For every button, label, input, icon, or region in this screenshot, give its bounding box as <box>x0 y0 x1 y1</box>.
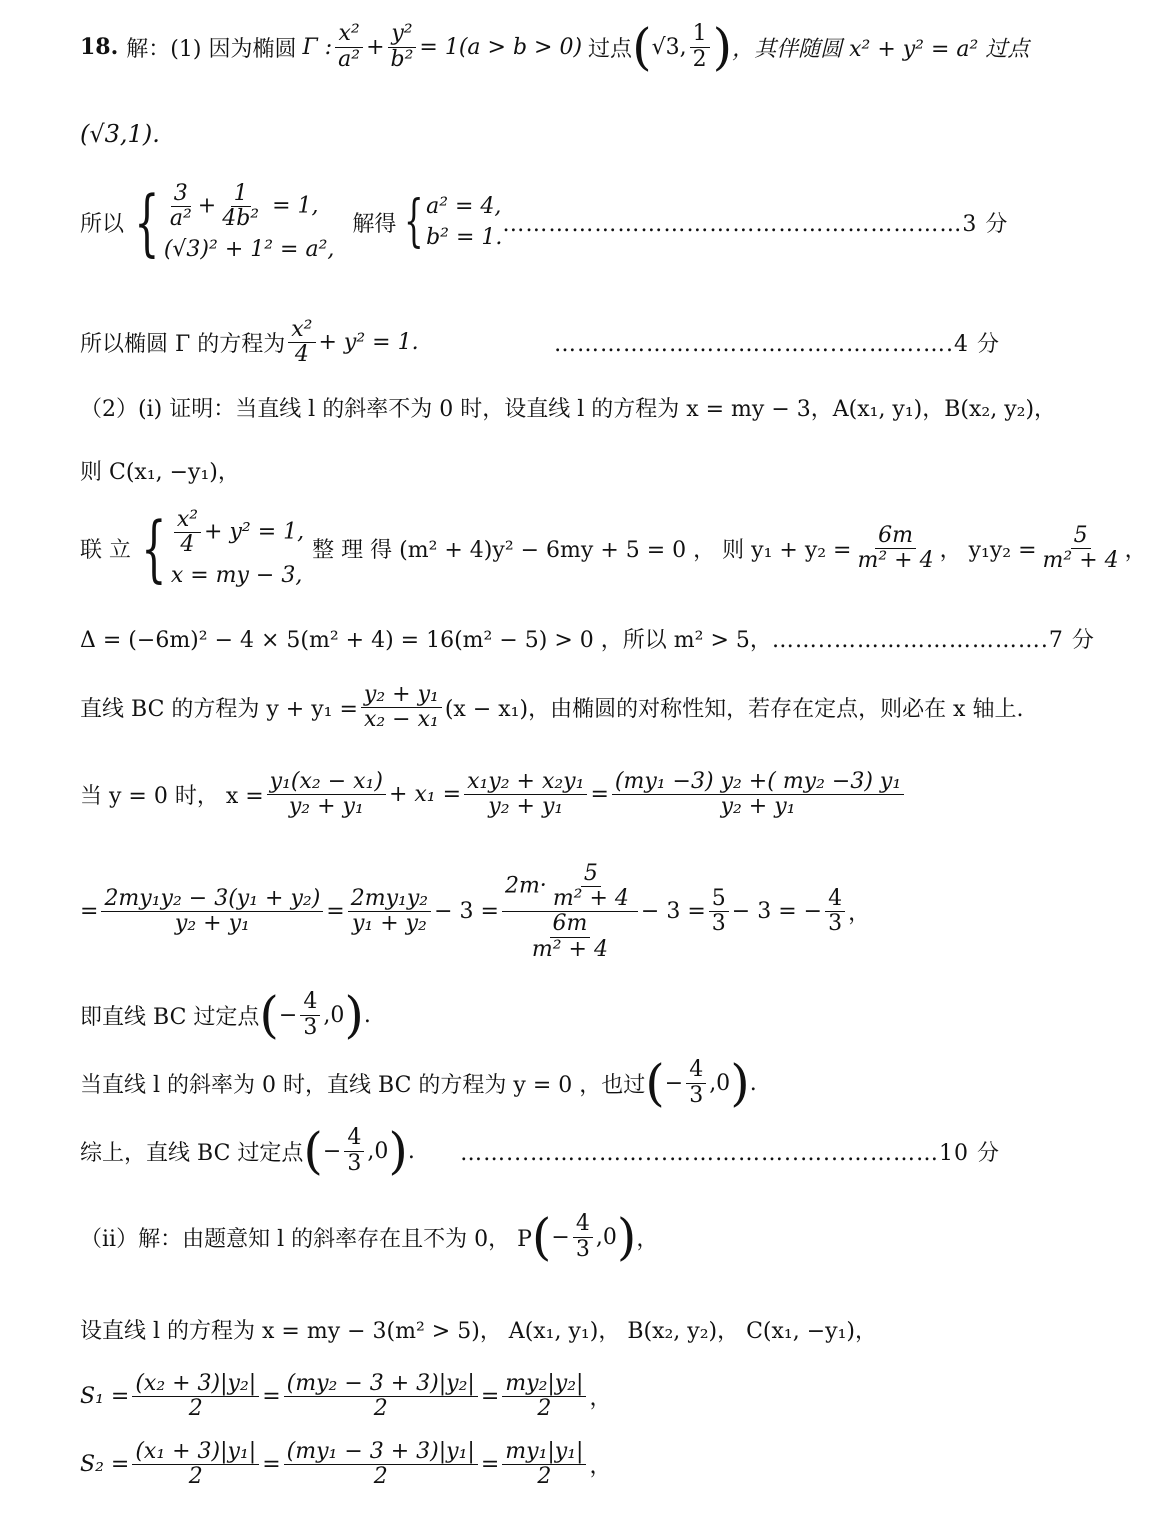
denominator <box>523 912 617 961</box>
denominator: m² + 4 <box>531 936 608 962</box>
fraction <box>709 887 729 936</box>
text: + y² = 1, <box>204 519 305 545</box>
denominator: 3 <box>303 1014 318 1040</box>
line-7 <box>80 506 1147 591</box>
text: 综上，直线 BC 过定点 <box>80 1140 304 1166</box>
denominator: y₂ + y₁ <box>174 911 250 937</box>
left-brace: { <box>141 506 167 591</box>
line-9 <box>80 683 1080 732</box>
fraction <box>502 1372 586 1421</box>
numerator: y₁(x₂ − x₁) <box>267 770 386 795</box>
fraction <box>335 22 363 71</box>
right-paren: ) <box>388 1122 408 1180</box>
text: 所以椭圆 Γ 的方程为 <box>80 332 286 358</box>
tail-text: ，其伴随圆 x² + y² = a² 过点 <box>732 36 1030 62</box>
left-paren: ( <box>259 986 279 1044</box>
fraction <box>686 1058 706 1107</box>
fraction <box>502 1440 586 1489</box>
text: = <box>480 1452 500 1478</box>
numerator: x² <box>335 22 362 47</box>
text: S₁ = <box>80 1384 130 1410</box>
system-row: b² = 1. <box>426 225 503 251</box>
text: − 3 = <box>640 899 706 925</box>
text: . <box>407 1138 415 1164</box>
point-text: (√3,1). <box>80 120 160 148</box>
numerator: 5 <box>709 887 729 912</box>
text: ， <box>1124 537 1147 563</box>
numerator: my₂|y₂| <box>502 1372 586 1397</box>
numerator: my₁|y₁| <box>502 1440 586 1465</box>
text: 直线 BC 的方程为 y + y₁ = <box>80 697 358 723</box>
text: − 3 = − <box>731 899 823 925</box>
denominator: b² <box>390 46 414 72</box>
text: = <box>262 1384 281 1410</box>
denominator: m² + 4 <box>857 547 934 573</box>
numerator: 4 <box>686 1058 706 1083</box>
line-13 <box>80 1054 1080 1112</box>
system-body <box>164 182 335 262</box>
numerator: (x₁ + 3)|y₁| <box>132 1440 259 1465</box>
system-row <box>171 508 304 557</box>
text: − <box>551 1224 570 1250</box>
text: − <box>322 1138 342 1164</box>
left-brace: { <box>134 180 160 265</box>
fraction <box>174 508 201 557</box>
numerator: 4 <box>825 887 845 912</box>
text: ,0 <box>323 1002 345 1028</box>
fraction <box>825 887 845 936</box>
numerator: (x₂ + 3)|y₂| <box>132 1372 259 1397</box>
score-dots: ……………………………………………………3 分 <box>502 211 1009 237</box>
point-coord: √3, <box>651 34 687 60</box>
text: . <box>749 1070 757 1096</box>
numerator: x² <box>174 508 201 533</box>
fraction <box>1040 524 1122 573</box>
fraction <box>690 22 710 71</box>
fraction <box>219 182 262 231</box>
fraction <box>132 1440 259 1489</box>
left-brace: { <box>404 189 425 255</box>
line-18 <box>80 1440 1080 1489</box>
numerator: (my₁ − 3 + 3)|y₁| <box>284 1440 478 1465</box>
line-6 <box>80 455 1080 486</box>
gamma-label: Γ : <box>302 34 333 60</box>
left-paren: ( <box>645 1054 665 1112</box>
score-dots: ……...……………...……………..…...…………10 分 <box>460 1140 1000 1166</box>
numerator: x₁y₂ + x₂y₁ <box>464 770 587 795</box>
text: (x − x₁)，由椭圆的对称性知，若存在定点，则必在 x 轴上. <box>444 697 1024 723</box>
numerator: 5 <box>581 862 601 887</box>
numerator: (my₁ −3) y₂ +( my₂ −3) y₁ <box>612 770 904 795</box>
denominator: 4 <box>294 342 309 368</box>
fraction <box>855 524 937 573</box>
numerator: (my₂ − 3 + 3)|y₂| <box>284 1372 478 1397</box>
text: 过点 <box>588 36 633 62</box>
denominator: 2 <box>188 1464 203 1490</box>
equation-system <box>124 180 335 265</box>
text: ,0 <box>367 1138 389 1164</box>
score-dots: ……..……………………….7 分 <box>771 628 1095 653</box>
numerator: 5 <box>1071 524 1091 549</box>
fraction <box>573 1212 593 1261</box>
fraction <box>550 862 632 911</box>
fraction <box>361 683 442 732</box>
numerator: 1 <box>231 182 251 207</box>
denominator: y₂ + y₁ <box>720 794 796 820</box>
fraction <box>132 1372 259 1421</box>
line-11 <box>80 862 1080 962</box>
intro-text: 解：(1) 因为椭圆 <box>126 36 297 62</box>
text: 设直线 l 的方程为 x = my − 3(m² > 5)， A(x₁, y₁)， B(x₂, y₂)， C(x₁, −y₁)， <box>80 1319 877 1344</box>
equation-system <box>396 189 503 255</box>
denominator: 4b² <box>222 206 260 232</box>
equation-text: = 1(a > b > 0) <box>419 34 583 60</box>
text: . <box>363 1002 371 1028</box>
fraction <box>284 1372 478 1421</box>
text: = <box>326 899 345 925</box>
denominator: y₂ + y₁ <box>288 794 364 820</box>
denominator: a² <box>169 206 192 232</box>
denominator: 4 <box>180 532 195 558</box>
right-paren: ) <box>616 1208 637 1266</box>
numerator: y₂ + y₁ <box>361 683 442 708</box>
fraction <box>101 887 323 936</box>
equation-system <box>131 506 305 591</box>
fraction <box>267 770 386 819</box>
text: = <box>262 1452 281 1478</box>
denominator: 2 <box>537 1464 552 1490</box>
text: = <box>80 899 99 925</box>
problem-number: 18. <box>80 34 119 60</box>
text: − <box>664 1070 684 1096</box>
numerator: x² <box>288 318 315 343</box>
text: S₂ = <box>80 1452 130 1478</box>
line-12 <box>80 986 1080 1044</box>
system-row: (√3)² + 1² = a², <box>163 237 335 263</box>
denominator: 3 <box>347 1150 362 1176</box>
system-row: x = my − 3, <box>170 563 303 589</box>
numerator: 6m <box>550 912 591 937</box>
numerator: 4 <box>344 1126 364 1151</box>
denominator: 3 <box>575 1236 590 1262</box>
line-14 <box>80 1122 1080 1180</box>
text: 整 理 得 (m² + 4)y² − 6my + 5 = 0 ， 则 y₁ + y₂ = <box>312 537 852 563</box>
denominator: 2 <box>188 1396 203 1422</box>
text: 即直线 BC 过定点 <box>80 1004 260 1030</box>
text: − 3 = <box>434 899 499 925</box>
text: 所以 <box>80 211 125 237</box>
text: − <box>278 1002 298 1028</box>
line-15 <box>80 1208 1080 1266</box>
numerator <box>502 862 638 912</box>
text: 联 立 <box>80 537 131 563</box>
right-paren: ) <box>344 986 364 1044</box>
fraction <box>348 887 431 936</box>
denominator: m² + 4 <box>1042 547 1119 573</box>
denominator: y₂ + y₁ <box>488 794 564 820</box>
fraction <box>388 22 417 71</box>
numerator: y² <box>388 22 415 47</box>
line-1 <box>80 18 1080 76</box>
denominator: 2 <box>692 46 707 72</box>
line-2 <box>80 120 1080 148</box>
denominator: 2 <box>537 1396 552 1422</box>
text: 当 y = 0 时， x = <box>80 784 264 810</box>
left-paren: ( <box>632 18 652 76</box>
denominator: 2 <box>373 1396 388 1422</box>
fraction <box>529 912 611 961</box>
text: （ii）解：由题意知 l 的斜率存在且不为 0， P <box>80 1226 532 1252</box>
text: 则 C(x₁, −y₁)， <box>80 460 240 485</box>
text: + y² = 1. <box>318 330 419 356</box>
complex-fraction <box>502 862 638 962</box>
line-10 <box>80 770 1080 819</box>
text: ， <box>589 1386 612 1412</box>
text: 解得 <box>352 211 397 237</box>
fraction <box>288 318 315 367</box>
text: = <box>590 782 609 808</box>
denominator: m² + 4 <box>552 886 629 912</box>
left-paren: ( <box>531 1208 552 1266</box>
fraction <box>167 182 195 231</box>
numerator: 4 <box>573 1212 593 1237</box>
denominator: 2 <box>373 1464 388 1490</box>
right-paren: ) <box>730 1054 750 1112</box>
text: ， <box>636 1226 659 1252</box>
numerator: 6m <box>875 524 916 549</box>
fraction <box>344 1126 364 1175</box>
denominator: a² <box>338 46 361 72</box>
text: Δ = (−6m)² − 4 × 5(m² + 4) = 16(m² − 5) > 0 ，所以 m² > 5， <box>80 628 772 653</box>
line-16 <box>80 1314 1080 1345</box>
line-4 <box>80 318 1080 367</box>
plus-sign: + <box>366 34 385 60</box>
text: ， <box>589 1454 612 1480</box>
numerator: 1 <box>690 22 710 47</box>
denominator: y₁ + y₂ <box>351 911 427 937</box>
system-body <box>426 194 502 250</box>
line-17 <box>80 1372 1080 1421</box>
system-body <box>171 508 304 588</box>
numerator: 3 <box>171 182 191 207</box>
text: 2m· <box>504 873 547 899</box>
numerator: 2my₁y₂ <box>348 887 431 912</box>
fraction <box>464 770 587 819</box>
text: ， y₁y₂ = <box>939 537 1037 563</box>
line-8 <box>80 623 1095 654</box>
text: 当直线 l 的斜率为 0 时，直线 BC 的方程为 y = 0 ，也过 <box>80 1072 646 1098</box>
fraction <box>612 770 904 819</box>
denominator: x₂ − x₁ <box>363 707 439 733</box>
text: ,0 <box>709 1070 731 1096</box>
numerator: 4 <box>300 990 320 1015</box>
text: ， <box>848 901 871 927</box>
system-row: a² = 4, <box>426 194 502 220</box>
fraction <box>300 990 320 1039</box>
text: ,0 <box>595 1224 617 1250</box>
system-row: $\frac{3}{\text{a²}}$ + $\frac{1}{\text{4b²}}$ = 1, <box>164 182 335 231</box>
left-paren: ( <box>303 1122 323 1180</box>
line-3 <box>80 180 1080 265</box>
line-5 <box>80 392 1080 423</box>
denominator: 3 <box>689 1082 704 1108</box>
denominator: 3 <box>828 911 843 937</box>
fraction <box>284 1440 478 1489</box>
right-paren: ) <box>712 18 733 76</box>
text: = <box>480 1384 500 1410</box>
text: + x₁ = <box>388 782 462 808</box>
text: （2）(i) 证明：当直线 l 的斜率不为 0 时，设直线 l 的方程为 x = my − 3，A(x₁, y₁)，B(x₂, y₂)， <box>80 397 1057 422</box>
numerator: 2my₁y₂ − 3(y₁ + y₂) <box>101 887 323 912</box>
score-dots: ………………………………..……….….4 分 <box>554 332 1000 358</box>
text: = 1, <box>272 193 319 219</box>
denominator: 3 <box>711 911 726 937</box>
